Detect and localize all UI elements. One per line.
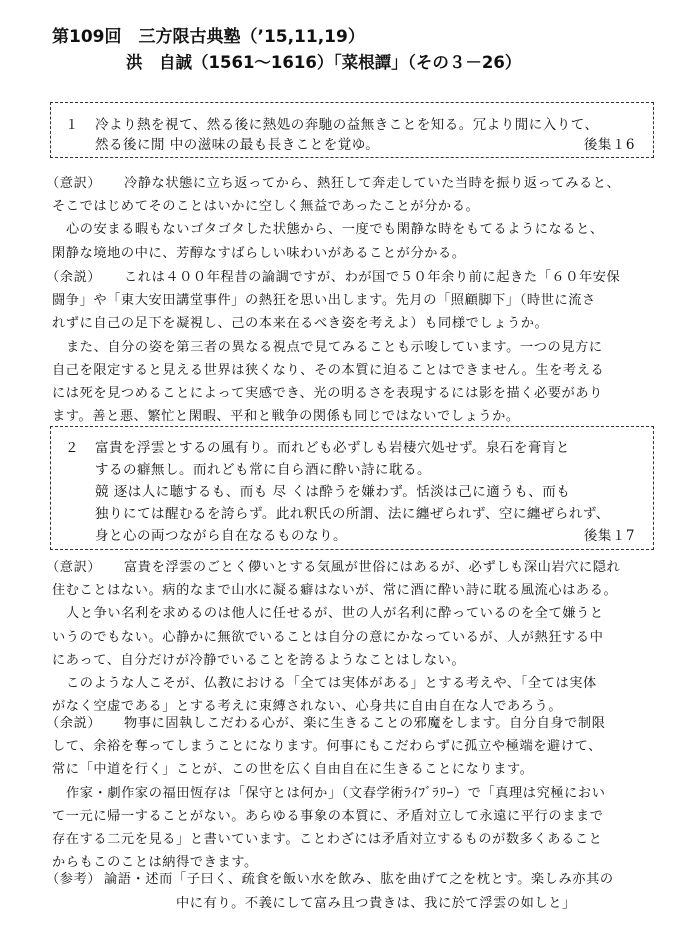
translation-2 [46, 556, 664, 718]
text-line: 住むことはない。病的なまで山水に凝る癖はないが、常に酒に酔い詩に耽る風流心はある。 [52, 583, 618, 599]
work-title: 洪 自誠（1561〜1616）「菜根譚」（その３－26） [126, 53, 522, 72]
text-line: このような人こそが、仏教における「全ては実体がある」とする考えや、「全ては実体 [66, 676, 597, 692]
text-line: 存在する二元を見る」と書いています。ことわざには矛盾対立するものが数多くあること [52, 832, 603, 848]
text-line: いうのでもない。心静かに無欲でいることは自分の意にかなっているが、人が熱狂する中 [52, 629, 604, 645]
quote-line: 独りにては醒むるを誇らず。此れ釈氏の所謂、法に纏ぜられず、空に纏ぜられず、 [95, 506, 610, 522]
quote-box-2 [50, 426, 654, 550]
quote-number: １ [65, 117, 79, 133]
section-tag: （意訳） [46, 560, 102, 575]
text-line: して、余裕を奪ってしまうことになります。何事にもこだわらずに孤立や極端を避けて、 [52, 739, 602, 755]
translation-1 [46, 172, 664, 265]
text-line: ます。善と悪、繁忙と閑暇、平和と戦争の関係も同じではないでしょうか。 [52, 409, 520, 425]
quote-source: 後集１6 [583, 137, 635, 153]
text-line: また、自分の姿を第三者の異なる視点で見てみることも示唆しています。一つの見方に [66, 339, 603, 355]
text-line: からもこのことは納得できます。 [52, 855, 258, 871]
quote-box-1 [50, 102, 654, 158]
text-line: 作家・劇作家の福田恆存は「保守とは何か」（文春学術ﾗｲﾌﾞﾗﾘｰ）で「真理は究極におい [66, 785, 606, 801]
quote-line: 然る後に閒 中の滋味の最も長きことを覚ゆ。 [95, 137, 380, 153]
text-line: 自己を限定すると見える世界は狭くなり、その本質に迫ることはできません。生を考える [52, 362, 605, 378]
quote-line: するの癖無し。而れども常に自ら酒に酔い詩に耽る。 [95, 462, 431, 478]
text-line: 富貴を浮雲のごとく儚いとする気風が世俗にはあるが、必ずしも深山岩穴に隠れ [124, 560, 621, 575]
quote-line: 身と心の両つながら自在なるものなり。 [95, 528, 347, 544]
quote-line: 冷より熱を視て、然る後に熱処の奔馳の益無きことを知る。冗より閒に入りて、 [95, 117, 599, 133]
commentary-2 [46, 712, 664, 874]
text-line: 冷静な状態に立ち返ってから、熱狂して奔走していた当時を振り返ってみると、 [124, 176, 621, 191]
text-line: にあって、自分だけが冷静でいることを誇るようなことはしない。 [52, 652, 466, 668]
text-line: 心の安まる暇もないゴタゴタした状態から、一度でも閑静な時をもてるようになると、 [66, 222, 604, 238]
text-line: 常に「中道を行く」ことが、この世を広く自由自在に生きることになります。 [52, 762, 534, 778]
section-tag: （余説） [46, 716, 102, 731]
document-header [52, 24, 680, 76]
text-line: 論語・述而「子曰く、疏食を飯い水を飲み、肱を曲げて之を枕とす。楽しみ亦其の [104, 872, 614, 887]
text-line: 人と争い名利を求めるのは他人に任せるが、世の人が名利に酔っているのを全て嫌うと [66, 606, 604, 622]
reference [46, 868, 664, 916]
text-line: 中に有り。不義にして富み且つ貴きは、我に於て浮雲の如しと」 [176, 896, 576, 911]
section-tag: （意訳） [46, 176, 102, 191]
text-line: がなく空虚である」とする考えに束縛されない、心身共に自由自在な人であろう。 [52, 699, 563, 715]
text-line: これは４００年程昔の論調ですが、わが国で５０年余り前に起きた「６０年安保 [124, 270, 621, 285]
quote-line: 競 逐は人に聴するも、而も 尽 くは酔うを嫌わず。恬淡は己に適うも、而も [95, 484, 571, 500]
text-line: れずに自己の足下を凝視し、己の本来在るべき姿を考えよ）も同様でしょうか。 [52, 316, 549, 332]
session-title: 第109回 三方限古典塾（’15,11,19） [52, 27, 365, 47]
text-line: には死を見つめることによって実感でき、光の明るさを表現するには影を描く必要があり [52, 386, 603, 402]
text-line: 閑静な境地の中に、芳醇なすばらしい味わいがあることが分かる。 [52, 245, 466, 261]
quote-source: 後集１7 [583, 528, 635, 544]
text-line: そこではじめてそのことはいかに空しく無益であったことが分かる。 [52, 199, 480, 215]
commentary-1 [46, 266, 664, 428]
section-tag: （参考） [46, 872, 102, 887]
text-line: 闘争」や「東大安田講堂事件」の熱狂を思い出します。先月の「照顧脚下」（時世に流さ [52, 293, 596, 309]
section-tag: （余説） [46, 270, 102, 285]
text-line: て一元に帰一することがない。あらゆる事象の本質に、矛盾対立して永遠に平行のままで [52, 808, 604, 824]
quote-line: 富貴を浮雲とするの風有り。而れども必ずしも岩棲穴処せず。泉石を膏肓と [95, 440, 570, 456]
quote-number: ２ [65, 440, 79, 456]
text-line: 物事に固執しこだわる心が、楽に生きることの邪魔をします。自分自身で制限 [124, 716, 606, 731]
